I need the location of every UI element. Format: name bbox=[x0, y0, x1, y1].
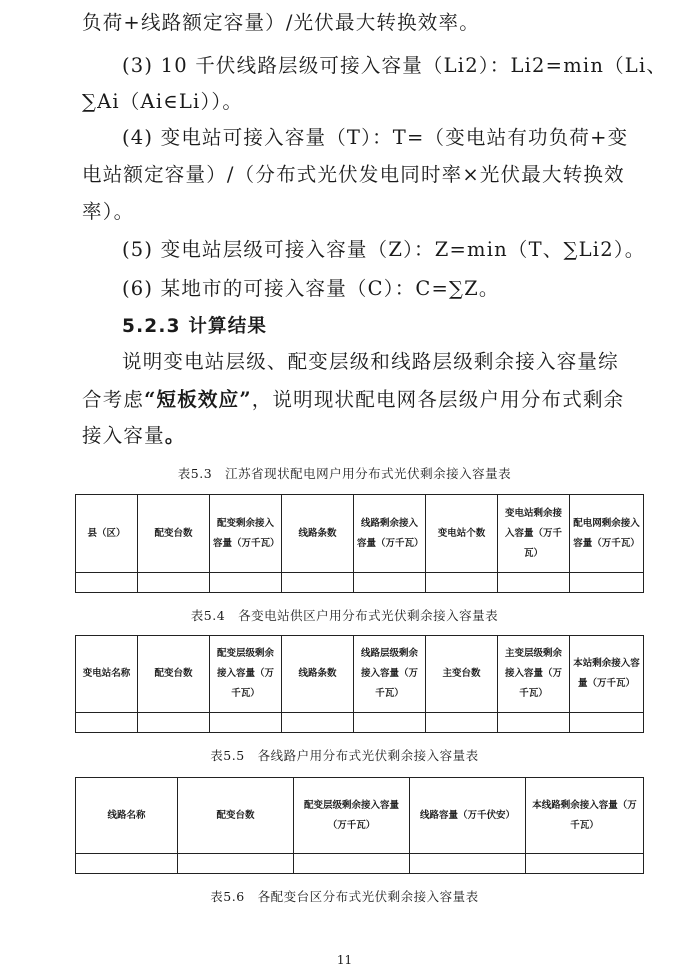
p11-b: 。 bbox=[164, 424, 186, 447]
header-cell: 线路条数 bbox=[282, 495, 354, 573]
p5: 电站额定容量）/（分布式光伏发电同时率×光伏最大转换效 bbox=[82, 163, 625, 186]
table-row bbox=[76, 854, 644, 874]
p2: (3) 10 千伏线路层级可接入容量（Li2）：Li2=min（Li、 bbox=[122, 54, 668, 77]
section-heading: 5.2.3 计算结果 bbox=[122, 316, 268, 337]
p8: (6) 某地市的可接入容量（C）：C=∑Z。 bbox=[122, 277, 500, 300]
p10-a: 合考虑 bbox=[82, 388, 145, 411]
header-cell: 变电站剩余接入容量（万千瓦） bbox=[498, 495, 570, 573]
header-cell: 本线路剩余接入容量（万千瓦） bbox=[526, 778, 644, 854]
p11 bbox=[82, 423, 641, 449]
header-cell: 主变层级剩余接入容量（万千瓦） bbox=[498, 636, 570, 713]
p4: (4) 变电站可接入容量（T）：T=（变电站有功负荷+变 bbox=[122, 126, 629, 149]
header-cell: 配变台数 bbox=[138, 495, 210, 573]
table-caption-5-5: 表5.5 各线路户用分布式光伏剩余接入容量表 bbox=[210, 748, 479, 763]
table-caption-5-6: 表5.6 各配变台区分布式光伏剩余接入容量表 bbox=[210, 889, 479, 904]
header-cell: 配变层级剩余接入容量（万千瓦） bbox=[210, 636, 282, 713]
header-cell: 线路层级剩余接入容量（万千瓦） bbox=[354, 636, 426, 713]
header-cell: 变电站名称 bbox=[76, 636, 138, 713]
table-row bbox=[76, 713, 644, 733]
page-number: 11 bbox=[336, 953, 353, 967]
header-cell: 线路条数 bbox=[282, 636, 354, 713]
p1: 负荷+线路额定容量）/光伏最大转换效率。 bbox=[82, 11, 480, 34]
header-cell: 配变台数 bbox=[178, 778, 294, 854]
p10 bbox=[82, 387, 641, 413]
header-cell: 配变剩余接入容量（万千瓦） bbox=[210, 495, 282, 573]
header-cell: 主变台数 bbox=[426, 636, 498, 713]
header-cell: 配变台数 bbox=[138, 636, 210, 713]
table-row bbox=[76, 573, 644, 593]
p3: ∑Ai（Ai∈Li））。 bbox=[82, 90, 244, 113]
header-cell: 配变层级剩余接入容量（万千瓦） bbox=[294, 778, 410, 854]
header-cell: 变电站个数 bbox=[426, 495, 498, 573]
p10-c: ，说明现状配电网各层级户用分布式剩余 bbox=[251, 388, 625, 411]
table-caption-5-3: 表5.3 江苏省现状配电网户用分布式光伏剩余接入容量表 bbox=[177, 466, 512, 481]
table-5-3 bbox=[75, 494, 644, 593]
header-cell: 县（区） bbox=[76, 495, 138, 573]
header-cell: 线路容量（万千伏安） bbox=[410, 778, 526, 854]
p6: 率）。 bbox=[82, 200, 135, 223]
header-cell: 线路名称 bbox=[76, 778, 178, 854]
p7: (5) 变电站层级可接入容量（Z）：Z=min（T、∑Li2）。 bbox=[122, 238, 646, 261]
table-caption-5-4: 表5.4 各变电站供区户用分布式光伏剩余接入容量表 bbox=[190, 608, 499, 623]
table-5-4 bbox=[75, 635, 644, 733]
header-cell: 线路剩余接入容量（万千瓦） bbox=[354, 495, 426, 573]
table-5-5 bbox=[75, 777, 644, 874]
header-cell: 本站剩余接入容量（万千瓦） bbox=[570, 636, 644, 713]
p10-bold: “短板效应” bbox=[144, 388, 252, 411]
header-cell: 配电网剩余接入容量（万千瓦） bbox=[570, 495, 644, 573]
p11-a: 接入容量 bbox=[82, 424, 165, 447]
p9: 说明变电站层级、配变层级和线路层级剩余接入容量综 bbox=[122, 350, 619, 373]
